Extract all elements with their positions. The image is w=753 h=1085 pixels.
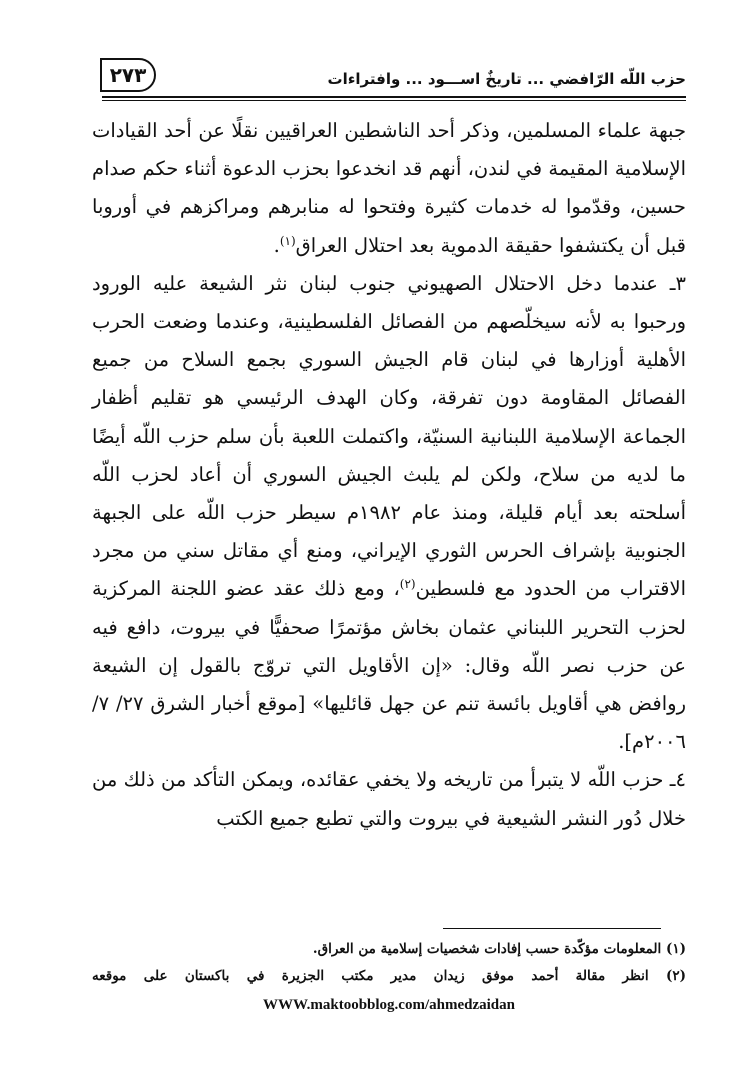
- header-rule-thin: [102, 100, 686, 101]
- paragraph-3: ٤ـ حزب اللّه لا يتبرأ من تاريخه ولا يخفي عقائده، ويمكن التأكد من ذلك من خلال دُور النشر الشيعية في بيروت والتي تطبع جميع الكتب: [92, 768, 686, 830]
- running-title: حزب اللّه الرّافضي ... تاريخٌ اســـود ... وافتراءات: [327, 70, 686, 88]
- paragraph-2: ٣ـ عندما دخل الاحتلال الصهيوني جنوب لبنان نثر الشيعة عليه الورود ورحبوا به لأنه سيخلّصهم من الفصائل الفلسطينية، وعندما وضعت الحرب الأهلية أوزارها في لبنان قام الجيش السوري بجمع السلاح من جميع الفصائل المقاومة دون تفرقة، وكان الهدف الرئيسي هو تقليم أظفار الجماعة الإسلامية اللبنانية السنيّة، واكتملت اللعبة بأن سلم حزب اللّه أيضًا ما لديه من سلاح، ولكن لم يلبث الجيش السوري أن أعاد لحزب اللّه أسلحته بعد أيام قليلة، ومنذ عام ١٩٨٢م سيطر حزب اللّه على الجبهة الجنوبية بإشراف الحرس الثوري الإيراني، ومنع أي مقاتل سني من مجرد الاقتراب من الحدود مع فلسطين$^{(٢)}$، ومع ذلك عقد عضو اللجنة المركزية لحزب التحرير اللبناني عثمان بخاش مؤتمرًا صحفيًّا في بيروت، دافع فيه عن حزب نصر اللّه وقال: «إن الأقاويل التي تروّج بالقول إن الشيعة روافض هي أقاويل بائسة تنم عن جهل قائليها» [موقع أخبار الشرق ٢٧/ ٧/ ٢٠٠٦م].: [92, 271, 686, 754]
- footnote-2-link[interactable]: WWW.maktoobblog.com/ahmedzaidan: [263, 997, 515, 1013]
- page-number: ٢٧٣: [109, 63, 147, 87]
- footnote-ref-2[interactable]: (٢): [399, 577, 416, 592]
- footnotes: [92, 936, 686, 1034]
- paragraph-1: جبهة علماء المسلمين، وذكر أحد الناشطين العراقيين نقلًا عن أحد القيادات الإسلامية المقيمة في لندن، أنهم قد انخدعوا بحزب الدعوة أثناء حكم صدام حسين، وقدّموا له خدمات كثيرة وفتحوا له منابرهم ومراكزهم في أوروبا قبل أن يكتشفوا حقيقة الدموية بعد احتلال العراق$^{(١)}$.: [92, 119, 686, 257]
- page-header: [88, 52, 686, 102]
- main-text: [92, 112, 686, 838]
- page-number-box: [100, 58, 156, 92]
- footnote-1: (١) المعلومات مؤكّدة حسب إفادات شخصيات إسلامية من العراق.: [312, 941, 686, 957]
- header-rule: [102, 96, 686, 98]
- footnote-2: (٢) انظر مقالة أحمد موفق زيدان مدير مكتب الجزيرة في باكستان على موقعه: [92, 968, 686, 984]
- footnote-separator: [443, 928, 661, 929]
- footnote-ref-1[interactable]: (١): [279, 233, 296, 248]
